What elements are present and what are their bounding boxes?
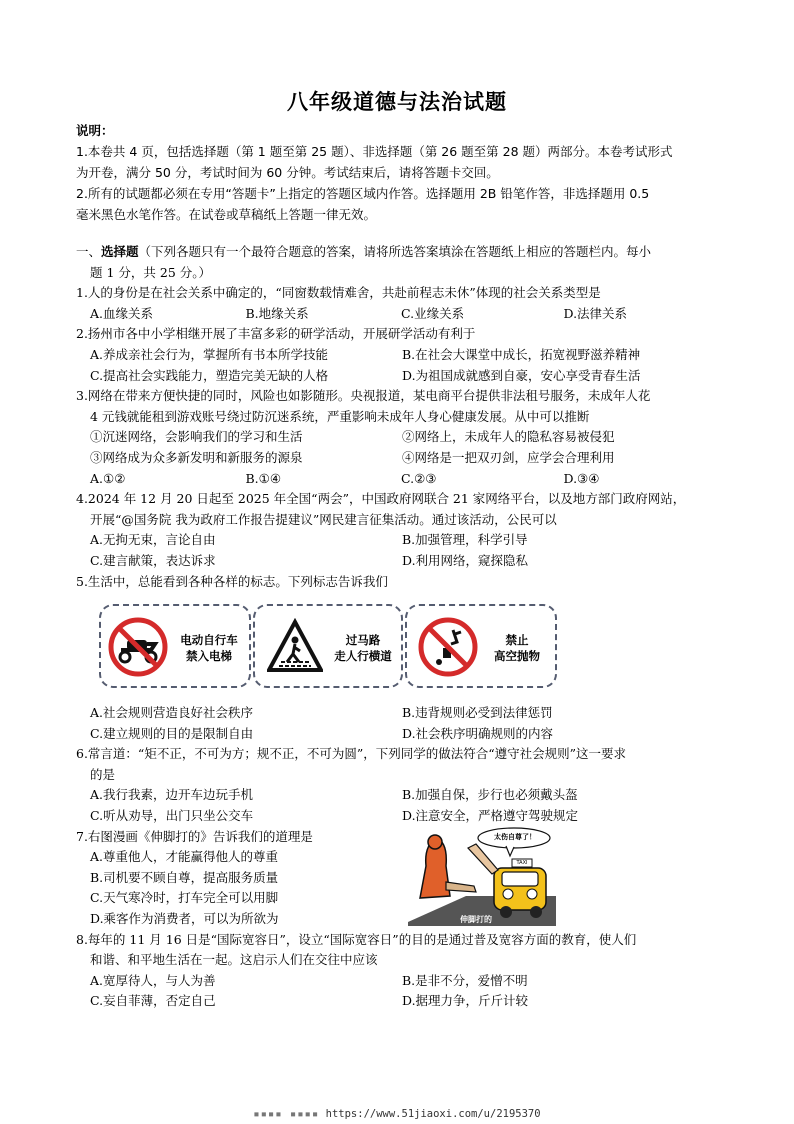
q3-stem-2: 4 元钱就能租到游戏账号绕过防沉迷系统，严重影响未成年人身心健康发展。从中可以推断 (90, 408, 590, 424)
q1-option-b: B.地缘关系 (245, 305, 309, 321)
q1-option-d: D.法律关系 (563, 305, 628, 321)
q7-cartoon (406, 826, 556, 928)
note-1-line-2: 为开卷，满分 50 分，考试时间为 60 分钟。考试结束后，请将答题卡交回。 (76, 165, 499, 180)
section-label: 选择题 (101, 244, 139, 259)
q3-items-row-2 (76, 448, 726, 469)
q5-options-row-2 (76, 724, 726, 745)
sign-crosswalk (253, 604, 403, 688)
q5-option-b: B.违背规则必受到法律惩罚 (402, 705, 553, 721)
sign-1-line-2: 禁入电梯 (186, 649, 232, 663)
page-title: 八年级道德与法治试题 (287, 90, 507, 114)
q5-sign-panel (99, 604, 557, 690)
q3-option-b: B.①④ (245, 470, 282, 486)
q2-options-row-1 (76, 345, 726, 366)
instructions-label: 说明： (76, 123, 114, 138)
section-desc-1: （下列各题只有一个最符合题意的答案，请将所选答案填涂在答题纸上相应的答题栏内。每小 (138, 244, 652, 259)
q8-option-d: D.据理力争，斤斤计较 (402, 993, 529, 1009)
q8-option-a: A.宽厚待人，与人为善 (90, 972, 216, 988)
cartoon-bubble-text: 太伤自尊了！ (494, 833, 536, 841)
q3-item-3: ③网络成为众多新发明和新服务的源泉 (90, 449, 303, 465)
note-1-line-1: 1.本卷共 4 页，包括选择题（第 1 题至第 25 题）、非选择题（第 26 题至第 28 题）两部分。本卷考试形式 (76, 144, 673, 159)
q6-option-b: B.加强自保，步行也必须戴头盔 (402, 787, 578, 803)
q6-options-row-1 (76, 785, 726, 806)
footer-url[interactable]: https://www.51jiaoxi.com/u/2195370 (325, 1108, 541, 1120)
q3-option-d: D.③④ (563, 470, 600, 486)
q1-options (76, 304, 726, 325)
sign-no-ebike-elevator (99, 604, 251, 688)
q7-stem: 7.右图漫画《伸脚打的》告诉我们的道理是 (76, 828, 313, 844)
cartoon-taxi-sign: TAXI (516, 860, 528, 866)
q3-item-1: ①沉迷网络，会影响我们的学习和生活 (90, 429, 303, 445)
q3-options (76, 469, 726, 490)
page-footer (0, 1108, 794, 1120)
q1-option-a: A.血缘关系 (90, 305, 154, 321)
q8-option-c: C.妄自菲薄，否定自己 (90, 993, 216, 1009)
q2-option-b: B.在社会大课堂中成长，拓宽视野滋养精神 (402, 346, 641, 362)
q4-stem-1: 4.2024 年 12 月 20 日起至 2025 年全国“两会”，中国政府网联合 21 家网络平台，以及地方部门政府网站， (76, 491, 686, 507)
sign-no-throwing (405, 604, 557, 688)
q4-options-row-1 (76, 530, 726, 551)
q6-stem-1: 6.常言道：“矩不正，不可为方；规不正，不可为圆”，下列同学的做法符合“遵守社会规则”这一要求 (76, 746, 626, 762)
sign-2-text (325, 632, 401, 664)
q4-option-d: D.利用网络，窥探隐私 (402, 552, 529, 568)
q8-stem-1: 8.每年的 11 月 16 日是“国际宽容日”，设立“国际宽容日”的目的是通过普及宽容方面的教育，使人们 (76, 931, 637, 947)
q8-option-b: B.是非不分，爱憎不明 (402, 972, 528, 988)
note-2-line-1: 2.所有的试题都必须在专用“答题卡”上指定的答题区域内作答。选择题用 2B 铅笔作答，非选择题用 0.5 (76, 186, 650, 201)
q8-stem-2: 和谐、和平地生活在一起。这启示人们在交往中应该 (90, 952, 378, 968)
sign-1-line-1: 电动自行车 (180, 633, 238, 647)
q6-option-d: D.注意安全，严格遵守驾驶规定 (402, 808, 579, 824)
q3-item-4: ④网络是一把双刃剑，应学会合理利用 (402, 449, 615, 465)
sign-3-text (481, 632, 553, 664)
q2-stem: 2.扬州市各中小学相继开展了丰富多彩的研学活动，开展研学活动有利于 (76, 326, 476, 342)
q7-option-b: B.司机要不顾自尊，提高服务质量 (90, 869, 279, 885)
q6-options-row-2 (76, 806, 726, 827)
q5-stem: 5.生活中，总能看到各种各样的标志。下列标志告诉我们 (76, 573, 388, 589)
instructions (76, 120, 726, 225)
note-2-line-2: 毫米黑色水笔作答。在试卷或草稿纸上答题一律无效。 (76, 207, 377, 222)
no-throwing-icon (417, 616, 479, 678)
q3-stem-1: 3.网络在带来方便快捷的同时，风险也如影随形。央视报道，某电商平台提供非法租号服务，未成年人花 (76, 388, 651, 404)
q4-options-row-2 (76, 551, 726, 572)
q2-options-row-2 (76, 366, 726, 387)
q2-option-d: D.为祖国成就感到自豪，安心享受青春生活 (402, 367, 641, 383)
q6-option-a: A.我行我素，边开车边玩手机 (90, 787, 254, 803)
q5-options-row-1 (76, 703, 726, 724)
q2-option-a: A.养成亲社会行为，掌握所有书本所学技能 (90, 346, 329, 362)
q5-option-c: C.建立规则的目的是限制自由 (90, 725, 254, 741)
q4-option-c: C.建言献策，表达诉求 (90, 552, 216, 568)
q4-option-b: B.加强管理，科学引导 (402, 532, 528, 548)
q2-option-c: C.提高社会实践能力，塑造完美无缺的人格 (90, 367, 329, 383)
q1-stem: 1.人的身份是在社会关系中确定的，“同窗数载情难舍，共赴前程志未休”体现的社会关系类型是 (76, 285, 601, 301)
q7-option-a: A.尊重他人，才能赢得他人的尊重 (90, 849, 279, 865)
sign-1-text (173, 632, 245, 664)
q7-option-d: D.乘客作为消费者，可以为所欲为 (90, 911, 279, 927)
q3-items-row-1 (76, 427, 726, 448)
q4-option-a: A.无拘无束，言论自由 (90, 532, 216, 548)
q6-stem-2: 的是 (90, 766, 116, 782)
q3-item-2: ②网络上，未成年人的隐私容易被侵犯 (402, 429, 615, 445)
cartoon-caption: 伸脚打的 (460, 915, 492, 924)
q8-options-row-1 (76, 971, 726, 992)
q6-option-c: C.听从劝导，出门只坐公交车 (90, 808, 254, 824)
q5-option-d: D.社会秩序明确规则的内容 (402, 725, 554, 741)
sign-2-line-1: 过马路 (345, 633, 381, 647)
q1-option-c: C.业缘关系 (401, 305, 465, 321)
sign-3-line-1: 禁止 (505, 633, 529, 647)
q4-stem-2: 开展“@国务院 我为政府工作报告提建议”网民建言征集活动。通过该活动，公民可以 (90, 511, 557, 527)
q8-options-row-2 (76, 991, 726, 1012)
no-ebike-icon (107, 616, 169, 678)
q7-option-c: C.天气寒冷时，打车完全可以用脚 (90, 890, 279, 906)
sign-3-line-2: 高空抛物 (494, 649, 540, 663)
sign-2-line-2: 走人行横道 (334, 649, 392, 663)
q3-option-c: C.②③ (401, 470, 437, 486)
section-desc-2: 题 1 分，共 25 分。） (90, 264, 212, 280)
footer-dots: ▪▪▪▪ ▪▪▪▪ (253, 1108, 320, 1120)
q3-option-a: A.①② (90, 470, 126, 486)
q5-option-a: A.社会规则营造良好社会秩序 (90, 705, 254, 721)
section-prefix: 一、 (76, 244, 102, 259)
crosswalk-icon (267, 618, 323, 676)
section-heading (76, 242, 726, 263)
